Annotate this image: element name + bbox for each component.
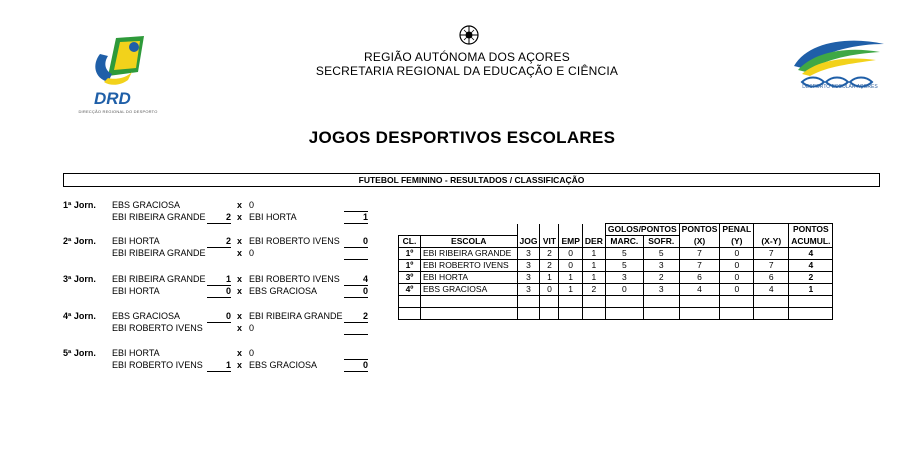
column-header: ESCOLA	[421, 236, 518, 248]
versus-separator: x	[237, 323, 243, 333]
empty-cell	[559, 296, 582, 308]
table-cell: 1	[582, 260, 605, 272]
header-golos-pontos: GOLOS/PONTOS	[605, 224, 679, 236]
empty-cell	[421, 308, 518, 320]
home-team: EBI HORTA	[112, 348, 160, 358]
table-cell: 3	[605, 272, 643, 284]
home-team: EBS GRACIOSA	[112, 200, 181, 210]
empty-cell	[517, 296, 540, 308]
home-team: EBI HORTA	[112, 236, 160, 246]
table-cell: 4	[789, 260, 833, 272]
table-cell: 5	[605, 248, 643, 260]
header-pontos: PONTOS	[679, 224, 720, 236]
school-cell: EBI ROBERTO IVENS	[421, 260, 518, 272]
table-row	[399, 248, 833, 260]
table-cell: 0	[720, 284, 754, 296]
versus-separator: x	[237, 200, 243, 210]
table-cell: 1	[559, 284, 582, 296]
table-cell: 0	[720, 272, 754, 284]
home-score	[207, 323, 231, 334]
empty-cell	[517, 308, 540, 320]
table-cell: 7	[754, 260, 789, 272]
versus-separator: x	[237, 348, 243, 358]
empty-cell	[720, 296, 754, 308]
table-cell: 1	[582, 248, 605, 260]
versus-separator: x	[237, 311, 243, 321]
home-team: EBI ROBERTO IVENS	[112, 360, 203, 370]
empty-cell	[605, 308, 643, 320]
away-score: 0	[344, 360, 368, 372]
away-team: EBI HORTA	[249, 212, 297, 222]
away-score: 0	[344, 286, 368, 298]
table-body	[399, 248, 833, 320]
empty-cell	[559, 308, 582, 320]
empty-cell	[540, 308, 559, 320]
table-cell: 5	[643, 248, 679, 260]
home-score	[207, 200, 231, 211]
org-line-2: SECRETARIA REGIONAL DA EDUCAÇÃO E CIÊNCIA	[315, 64, 619, 78]
away-team: EBS GRACIOSA	[249, 286, 318, 296]
empty-cell	[643, 308, 679, 320]
table-cell: 3	[517, 284, 540, 296]
table-cell: 5	[605, 260, 643, 272]
away-score: 2	[344, 311, 368, 323]
table-cell: 3	[643, 260, 679, 272]
table-row	[399, 260, 833, 272]
away-score-value: 0	[249, 248, 255, 258]
table-blank-cell	[517, 224, 540, 236]
table-cell: 3	[643, 284, 679, 296]
away-team: EBI ROBERTO IVENS	[249, 236, 340, 246]
table-cell: 7	[754, 248, 789, 260]
header-pontos-acumul: PONTOS	[789, 224, 833, 236]
away-score: 1	[344, 212, 368, 224]
empty-table-row	[399, 308, 833, 320]
table-blank-cell	[399, 224, 421, 236]
table-cell: 0	[720, 260, 754, 272]
table-cell: 0	[559, 248, 582, 260]
table-group-header-row	[399, 224, 833, 236]
table-cell: 7	[679, 248, 720, 260]
table-cell: 1	[789, 284, 833, 296]
school-cell: EBI HORTA	[421, 272, 518, 284]
table-cell: 1º	[399, 248, 421, 260]
table-cell: 6	[754, 272, 789, 284]
column-header: VIT	[540, 236, 559, 248]
empty-cell	[605, 296, 643, 308]
away-score-value: 0	[249, 323, 255, 333]
table-cell: 2	[582, 284, 605, 296]
empty-cell	[582, 308, 605, 320]
versus-separator: x	[237, 360, 243, 370]
table-cell: 1	[540, 272, 559, 284]
away-team: EBI ROBERTO IVENS	[249, 274, 340, 284]
empty-cell	[643, 296, 679, 308]
table-cell: 7	[679, 260, 720, 272]
home-score	[207, 248, 231, 259]
home-team: EBI HORTA	[112, 286, 160, 296]
table-row	[399, 272, 833, 284]
home-score: 2	[207, 236, 231, 248]
school-cell: EBI RIBEIRA GRANDE	[421, 248, 518, 260]
section-banner: FUTEBOL FEMININO - RESULTADOS / CLASSIFICAÇÃO	[63, 173, 880, 187]
table-blank-cell	[540, 224, 559, 236]
column-header: CL.	[399, 236, 421, 248]
classification-table	[398, 223, 833, 320]
table-cell: 4	[789, 248, 833, 260]
column-header: (Y)	[720, 236, 754, 248]
drd-logo	[86, 34, 156, 116]
empty-cell	[582, 296, 605, 308]
empty-cell	[789, 308, 833, 320]
table-cell: 3	[517, 272, 540, 284]
table-cell: 2	[643, 272, 679, 284]
home-team: EBI RIBEIRA GRANDE	[112, 212, 206, 222]
home-score: 0	[207, 286, 231, 298]
org-line-1: REGIÃO AUTÓNOMA DOS AÇORES	[364, 50, 570, 64]
empty-cell	[540, 296, 559, 308]
versus-separator: x	[237, 212, 243, 222]
round-label: 4ª Jorn.	[63, 311, 96, 321]
drd-logo-caption: DIRECÇÃO REGIONAL DO DESPORTO	[78, 109, 158, 114]
table-blank-cell	[754, 224, 789, 236]
header-penal: PENAL	[720, 224, 754, 236]
table-cell: 1	[582, 272, 605, 284]
home-team: EBI RIBEIRA GRANDE	[112, 274, 206, 284]
home-score: 0	[207, 311, 231, 323]
empty-cell	[679, 308, 720, 320]
column-header: SOFR.	[643, 236, 679, 248]
school-cell: EBS GRACIOSA	[421, 284, 518, 296]
empty-cell	[421, 296, 518, 308]
table-cell: 6	[679, 272, 720, 284]
table-header-row	[399, 236, 833, 248]
table-cell: 0	[720, 248, 754, 260]
table-cell: 1	[559, 272, 582, 284]
empty-cell	[754, 296, 789, 308]
table-cell: 3	[517, 248, 540, 260]
empty-cell	[789, 296, 833, 308]
table-cell: 0	[540, 284, 559, 296]
table-cell: 4	[754, 284, 789, 296]
table-blank-cell	[559, 224, 582, 236]
round-label: 2ª Jorn.	[63, 236, 96, 246]
round-label: 5ª Jorn.	[63, 348, 96, 358]
home-score: 2	[207, 212, 231, 224]
table-cell: 3	[517, 260, 540, 272]
round-label: 3ª Jorn.	[63, 274, 96, 284]
away-team: EBI RIBEIRA GRANDE	[249, 311, 343, 321]
home-score	[207, 348, 231, 359]
empty-score-line	[344, 334, 368, 335]
away-score: 4	[344, 274, 368, 286]
column-header: (X-Y)	[754, 236, 789, 248]
column-header: EMP	[559, 236, 582, 248]
away-score: 0	[344, 236, 368, 248]
away-score-value: 0	[249, 200, 255, 210]
home-team: EBI RIBEIRA GRANDE	[112, 248, 206, 258]
versus-separator: x	[237, 274, 243, 284]
desporto-escolar-caption: DESPORTO ESCOLAR AÇORES	[802, 84, 878, 90]
table-cell: 4º	[399, 284, 421, 296]
table-cell: 3º	[399, 272, 421, 284]
page-title: JOGOS DESPORTIVOS ESCOLARES	[308, 128, 616, 147]
empty-cell	[754, 308, 789, 320]
empty-cell	[720, 308, 754, 320]
table-cell: 4	[679, 284, 720, 296]
away-score-value: 0	[249, 348, 255, 358]
column-header: MARC.	[605, 236, 643, 248]
table-cell: 2	[789, 272, 833, 284]
column-header: JOG	[517, 236, 540, 248]
empty-cell	[679, 296, 720, 308]
round-label: 1ª Jorn.	[63, 200, 96, 210]
drd-logo-text: DRD	[94, 89, 131, 108]
empty-score-line	[344, 259, 368, 260]
coat-of-arms-icon	[458, 24, 480, 46]
table-cell: 0	[605, 284, 643, 296]
versus-separator: x	[237, 286, 243, 296]
column-header: (X)	[679, 236, 720, 248]
home-team: EBS GRACIOSA	[112, 311, 181, 321]
column-header: DER	[582, 236, 605, 248]
table-row	[399, 284, 833, 296]
table-cell: 0	[559, 260, 582, 272]
column-header: ACUMUL.	[789, 236, 833, 248]
empty-table-row	[399, 296, 833, 308]
versus-separator: x	[237, 248, 243, 258]
empty-cell	[399, 308, 421, 320]
table-cell: 2	[540, 248, 559, 260]
home-team: EBI ROBERTO IVENS	[112, 323, 203, 333]
table-cell: 1º	[399, 260, 421, 272]
home-score: 1	[207, 274, 231, 286]
table-blank-cell	[582, 224, 605, 236]
away-team: EBS GRACIOSA	[249, 360, 318, 370]
versus-separator: x	[237, 236, 243, 246]
table-cell: 2	[540, 260, 559, 272]
table-blank-cell	[421, 224, 518, 236]
home-score: 1	[207, 360, 231, 372]
empty-cell	[399, 296, 421, 308]
